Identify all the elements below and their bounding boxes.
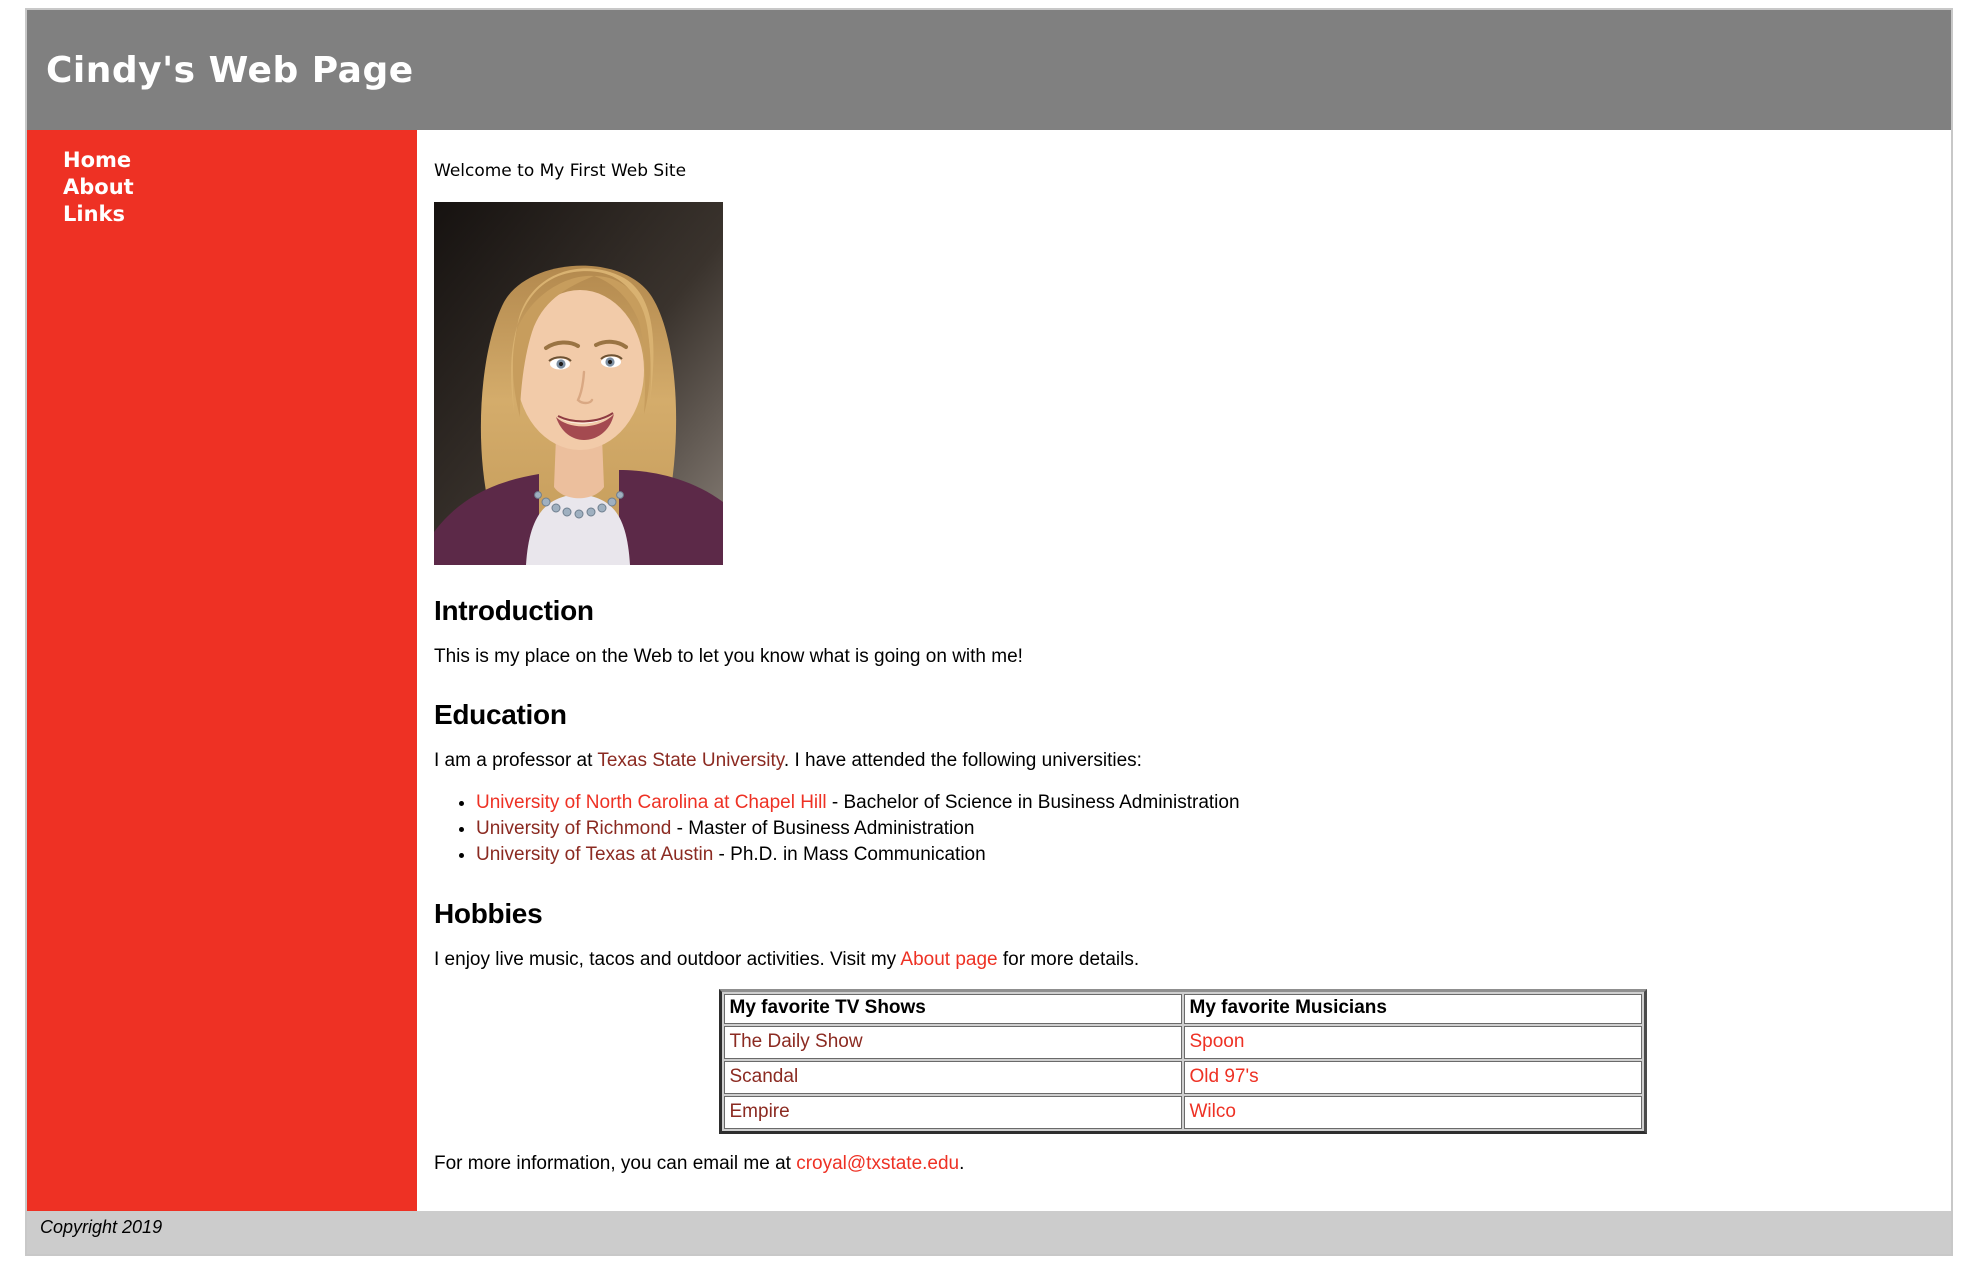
table-row: [724, 1096, 1642, 1129]
education-heading: Education: [434, 699, 567, 730]
main-content: [417, 130, 1951, 1211]
sidebar-nav: [27, 130, 417, 1211]
email-link[interactable]: croyal@txstate.edu: [796, 1153, 960, 1174]
copyright-text: Copyright 2019: [40, 1217, 163, 1237]
page-title: Cindy's Web Page: [46, 49, 414, 91]
hobbies-suffix: for more details.: [997, 949, 1140, 970]
university-of-texas-link[interactable]: University of Texas at Austin: [476, 844, 714, 865]
education-intro: [434, 748, 1931, 773]
sidebar-item-links[interactable]: Links: [63, 202, 125, 226]
degree-text: - Master of Business Administration: [671, 818, 975, 839]
wilco-link[interactable]: Wilco: [1189, 1100, 1236, 1122]
contact-text: [434, 1151, 1931, 1176]
degree-text: - Ph.D. in Mass Communication: [713, 844, 986, 865]
portrait-photo: [434, 202, 1931, 565]
degree-text: - Bachelor of Science in Business Administration: [826, 792, 1240, 813]
site-footer: [27, 1211, 1951, 1254]
hobbies-prefix: I enjoy live music, tacos and outdoor activities. Visit my: [434, 949, 901, 970]
page-container: [25, 8, 1953, 1256]
list-item: [476, 842, 1931, 868]
table-cell: [1184, 1026, 1642, 1059]
list-item: [476, 790, 1931, 816]
table-cell: [1184, 1096, 1642, 1129]
the-daily-show-link[interactable]: The Daily Show: [729, 1030, 863, 1052]
education-list: [434, 790, 1931, 868]
hobbies-text: [434, 947, 1931, 972]
introduction-text: This is my place on the Web to let you know what is going on with me!: [434, 646, 1023, 667]
table-row: [724, 1061, 1642, 1094]
table-header-row: [724, 994, 1642, 1024]
list-item: [476, 816, 1931, 842]
sidebar-item-home[interactable]: Home: [63, 148, 132, 172]
old-97s-link[interactable]: Old 97's: [1189, 1065, 1259, 1087]
table-cell: [724, 1026, 1182, 1059]
spoon-link[interactable]: Spoon: [1189, 1030, 1245, 1052]
education-intro-prefix: I am a professor at: [434, 750, 598, 771]
contact-prefix: For more information, you can email me at: [434, 1153, 797, 1174]
introduction-heading: Introduction: [434, 595, 594, 626]
table-cell: [724, 1061, 1182, 1094]
empire-link[interactable]: Empire: [729, 1100, 790, 1122]
about-page-link[interactable]: About page: [900, 949, 998, 970]
unc-chapel-hill-link[interactable]: University of North Carolina at Chapel Hill: [476, 792, 827, 813]
welcome-text: Welcome to My First Web Site: [434, 161, 687, 181]
contact-suffix: .: [959, 1153, 965, 1174]
musicians-column-header: My favorite Musicians: [1184, 994, 1642, 1024]
sidebar-item-about[interactable]: About: [63, 175, 134, 199]
table-cell: [1184, 1061, 1642, 1094]
content-row: [27, 130, 1951, 1211]
site-header: [27, 10, 1951, 130]
texas-state-university-link[interactable]: Texas State University: [597, 750, 784, 771]
table-row: [724, 1026, 1642, 1059]
hobbies-heading: Hobbies: [434, 898, 543, 929]
table-cell: [724, 1096, 1182, 1129]
tv-shows-column-header: My favorite TV Shows: [724, 994, 1182, 1024]
university-of-richmond-link[interactable]: University of Richmond: [476, 818, 672, 839]
education-intro-suffix: . I have attended the following universities:: [783, 750, 1142, 771]
favorites-table: [719, 989, 1647, 1134]
scandal-link[interactable]: Scandal: [729, 1065, 799, 1087]
